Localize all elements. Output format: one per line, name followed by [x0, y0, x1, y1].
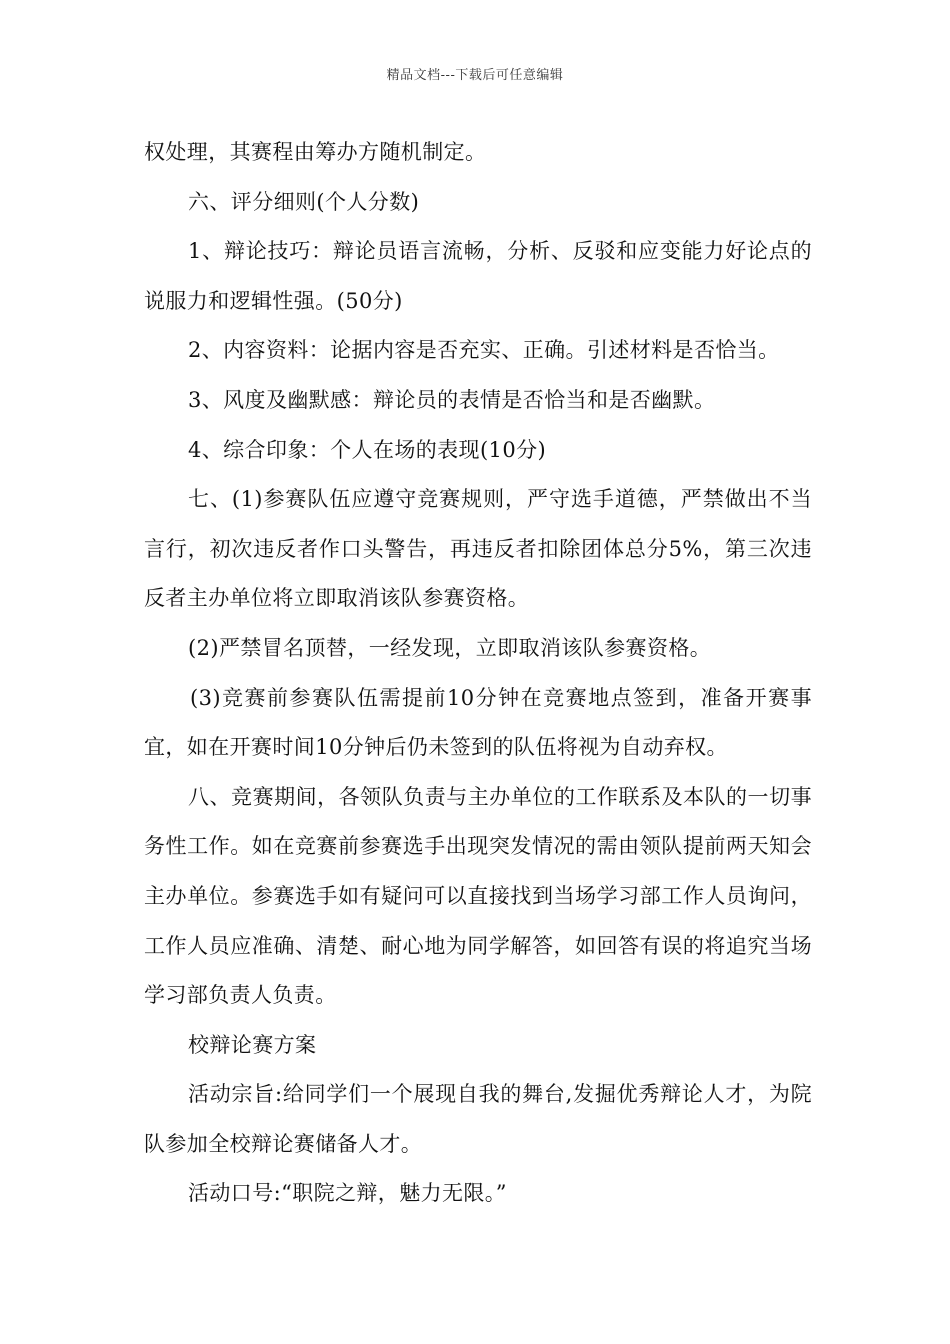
section-heading-scoring: 六、评分细则(个人分数): [188, 189, 420, 214]
scoring-item-debate-skill: 1、辩论技巧：辩论员语言流畅，分析、反驳和应变能力好论点的说服力和逻辑性强。(50分): [144, 239, 812, 313]
activity-purpose: 活动宗旨:给同学们一个展现自我的舞台,发掘优秀辩论人才，为院队参加全校辩论赛储备人才。: [144, 1082, 812, 1156]
section-team-leaders: 八、竞赛期间，各领队负责与主办单位的工作联系及本队的一切事务性工作。如在竞赛前参赛选手出现突发情况的需由领队提前两天知会主办单位。参赛选手如有疑问可以直接找到当场学习部工作人员询问，工作人员应准确、清楚、耐心地为同学解答，如回答有误的将追究当场学习部负责人负责。: [144, 784, 812, 1008]
scoring-item-content: 2、内容资料：论据内容是否充实、正确。引述材料是否恰当。: [188, 338, 780, 363]
document-body: [144, 128, 812, 1219]
rule-check-in: (3)竞赛前参赛队伍需提前10分钟在竞赛地点签到，准备开赛事宜，如在开赛时间10分钟后仍未签到的队伍将视为自动弃权。: [144, 685, 812, 760]
activity-slogan: 活动口号:“职院之辩，魅力无限。”: [188, 1181, 507, 1206]
rule-no-impersonation: (2)严禁冒名顶替，一经发现，立即取消该队参赛资格。: [188, 635, 712, 660]
plan-title: 校辩论赛方案: [188, 1032, 317, 1057]
section-rules-conduct: 七、(1)参赛队伍应遵守竞赛规则，严守选手道德，严禁做出不当言行，初次违反者作口头警告，再违反者扣除团体总分5%，第三次违反者主办单位将立即取消该队参赛资格。: [144, 487, 812, 611]
scoring-item-impression: 4、综合印象：个人在场的表现(10分): [188, 437, 547, 462]
scoring-item-demeanor: 3、风度及幽默感：辩论员的表情是否恰当和是否幽默。: [188, 387, 716, 412]
paragraph-continuation: 权处理，其赛程由筹办方随机制定。: [144, 140, 487, 164]
page-header: 精品文档---下载后可任意编辑: [386, 68, 564, 83]
